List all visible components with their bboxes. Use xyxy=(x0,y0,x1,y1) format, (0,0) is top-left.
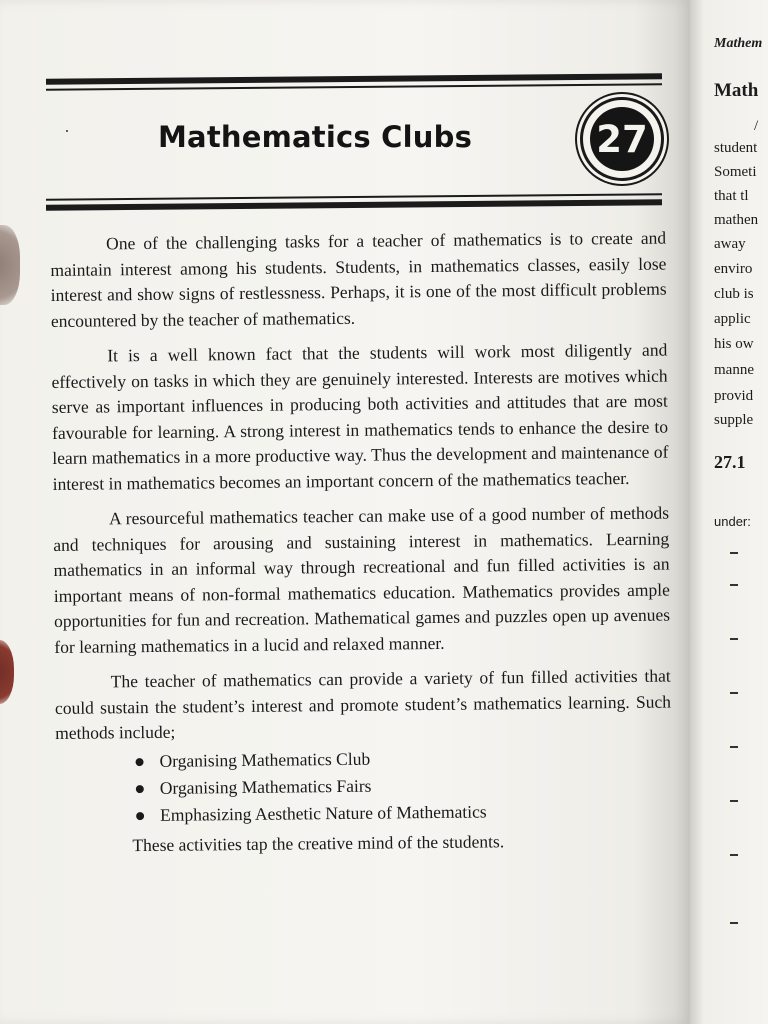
chapter-number-circle xyxy=(590,107,654,171)
closing-sentence: These activities tap the creative mind of the students. xyxy=(132,830,505,855)
text-fragment: enviro xyxy=(714,261,753,277)
header-rule xyxy=(46,199,662,210)
text-fragment: / xyxy=(754,118,759,134)
text-fragment: that tl xyxy=(714,188,749,204)
paragraph-text: It is a well known fact that the students will work most diligently and effectively on tasks in which they are genuinely interested. Interests are motives which serve as important influences in producing both activities and attitudes that are most favourable for learning. A strong interest in mathematics tends to enhance the desire to learn mathematics in a more productive way. Thus the development and maintenance of interest in mathematics becomes an important concern of the mathematics teacher. xyxy=(51,339,669,494)
chapter-number: 27 xyxy=(596,117,648,161)
section-number: 27.1 xyxy=(714,452,746,472)
list-dash xyxy=(730,746,738,748)
header-rule xyxy=(46,83,662,90)
text-fragment: mathen xyxy=(714,212,759,228)
list-dash xyxy=(730,638,738,640)
finger-shadow xyxy=(0,640,14,704)
finger-shadow xyxy=(0,225,20,305)
paragraph xyxy=(51,338,669,497)
list-dash xyxy=(730,800,738,802)
chapter-title: Mathematics Clubs xyxy=(158,120,473,154)
text-fragment: student xyxy=(714,140,758,156)
paragraph xyxy=(50,226,667,334)
text-fragment: supple xyxy=(714,412,754,428)
list-item: Emphasizing Aesthetic Nature of Mathematics xyxy=(134,796,672,829)
list-dash xyxy=(730,854,738,856)
list-item: Organising Mathematics Club xyxy=(133,742,671,775)
paragraph xyxy=(55,664,672,747)
paragraph-text: The teacher of mathematics can provide a variety of fun filled activities that could sustain the student’s interest and promote student’s mathematics learning. Such methods include; xyxy=(54,665,672,743)
body-text xyxy=(50,226,673,859)
text-fragment: away xyxy=(714,236,746,252)
list-dash xyxy=(730,584,738,586)
method-list xyxy=(133,742,672,829)
paragraph-text: A resourceful mathematics teacher can make use of a good number of methods and techniques for arousing and sustaining interest in mathematics. Learning mathematics in an informal way through recreational and fun filled activities is an important means of non-formal mathematics education. Mathematics provides ample opportunities for fun and recreation. Mathematical games and puzzles open up avenues for learning mathematics in a lucid and relaxed manner. xyxy=(53,502,671,657)
text-fragment: under: xyxy=(714,514,751,529)
text-fragment: club is xyxy=(714,286,754,302)
text-fragment: applic xyxy=(714,311,751,327)
text-fragment: Someti xyxy=(714,164,757,180)
list-dash xyxy=(730,552,738,554)
list-item: Organising Mathematics Fairs xyxy=(134,769,672,802)
header-rule xyxy=(46,73,662,84)
print-speck xyxy=(66,130,68,132)
running-header: Mathem xyxy=(714,36,763,51)
text-fragment: manne xyxy=(714,362,754,378)
chapter-number-badge xyxy=(580,97,664,181)
list-dash xyxy=(730,922,738,924)
text-fragment: provid xyxy=(714,388,754,404)
right-page xyxy=(690,0,768,1024)
paragraph xyxy=(53,501,671,660)
paragraph-text: One of the challenging tasks for a teacher of mathematics is to create and maintain interest among his students. Students, in mathematics classes, easily lose interest and show signs of restlessness. Perhaps, it is one of the most difficult problems encountered by the teacher of mathematics. xyxy=(50,227,667,331)
list-dash xyxy=(730,692,738,694)
text-fragment: his ow xyxy=(714,336,754,352)
right-page-title: Math xyxy=(714,80,759,101)
